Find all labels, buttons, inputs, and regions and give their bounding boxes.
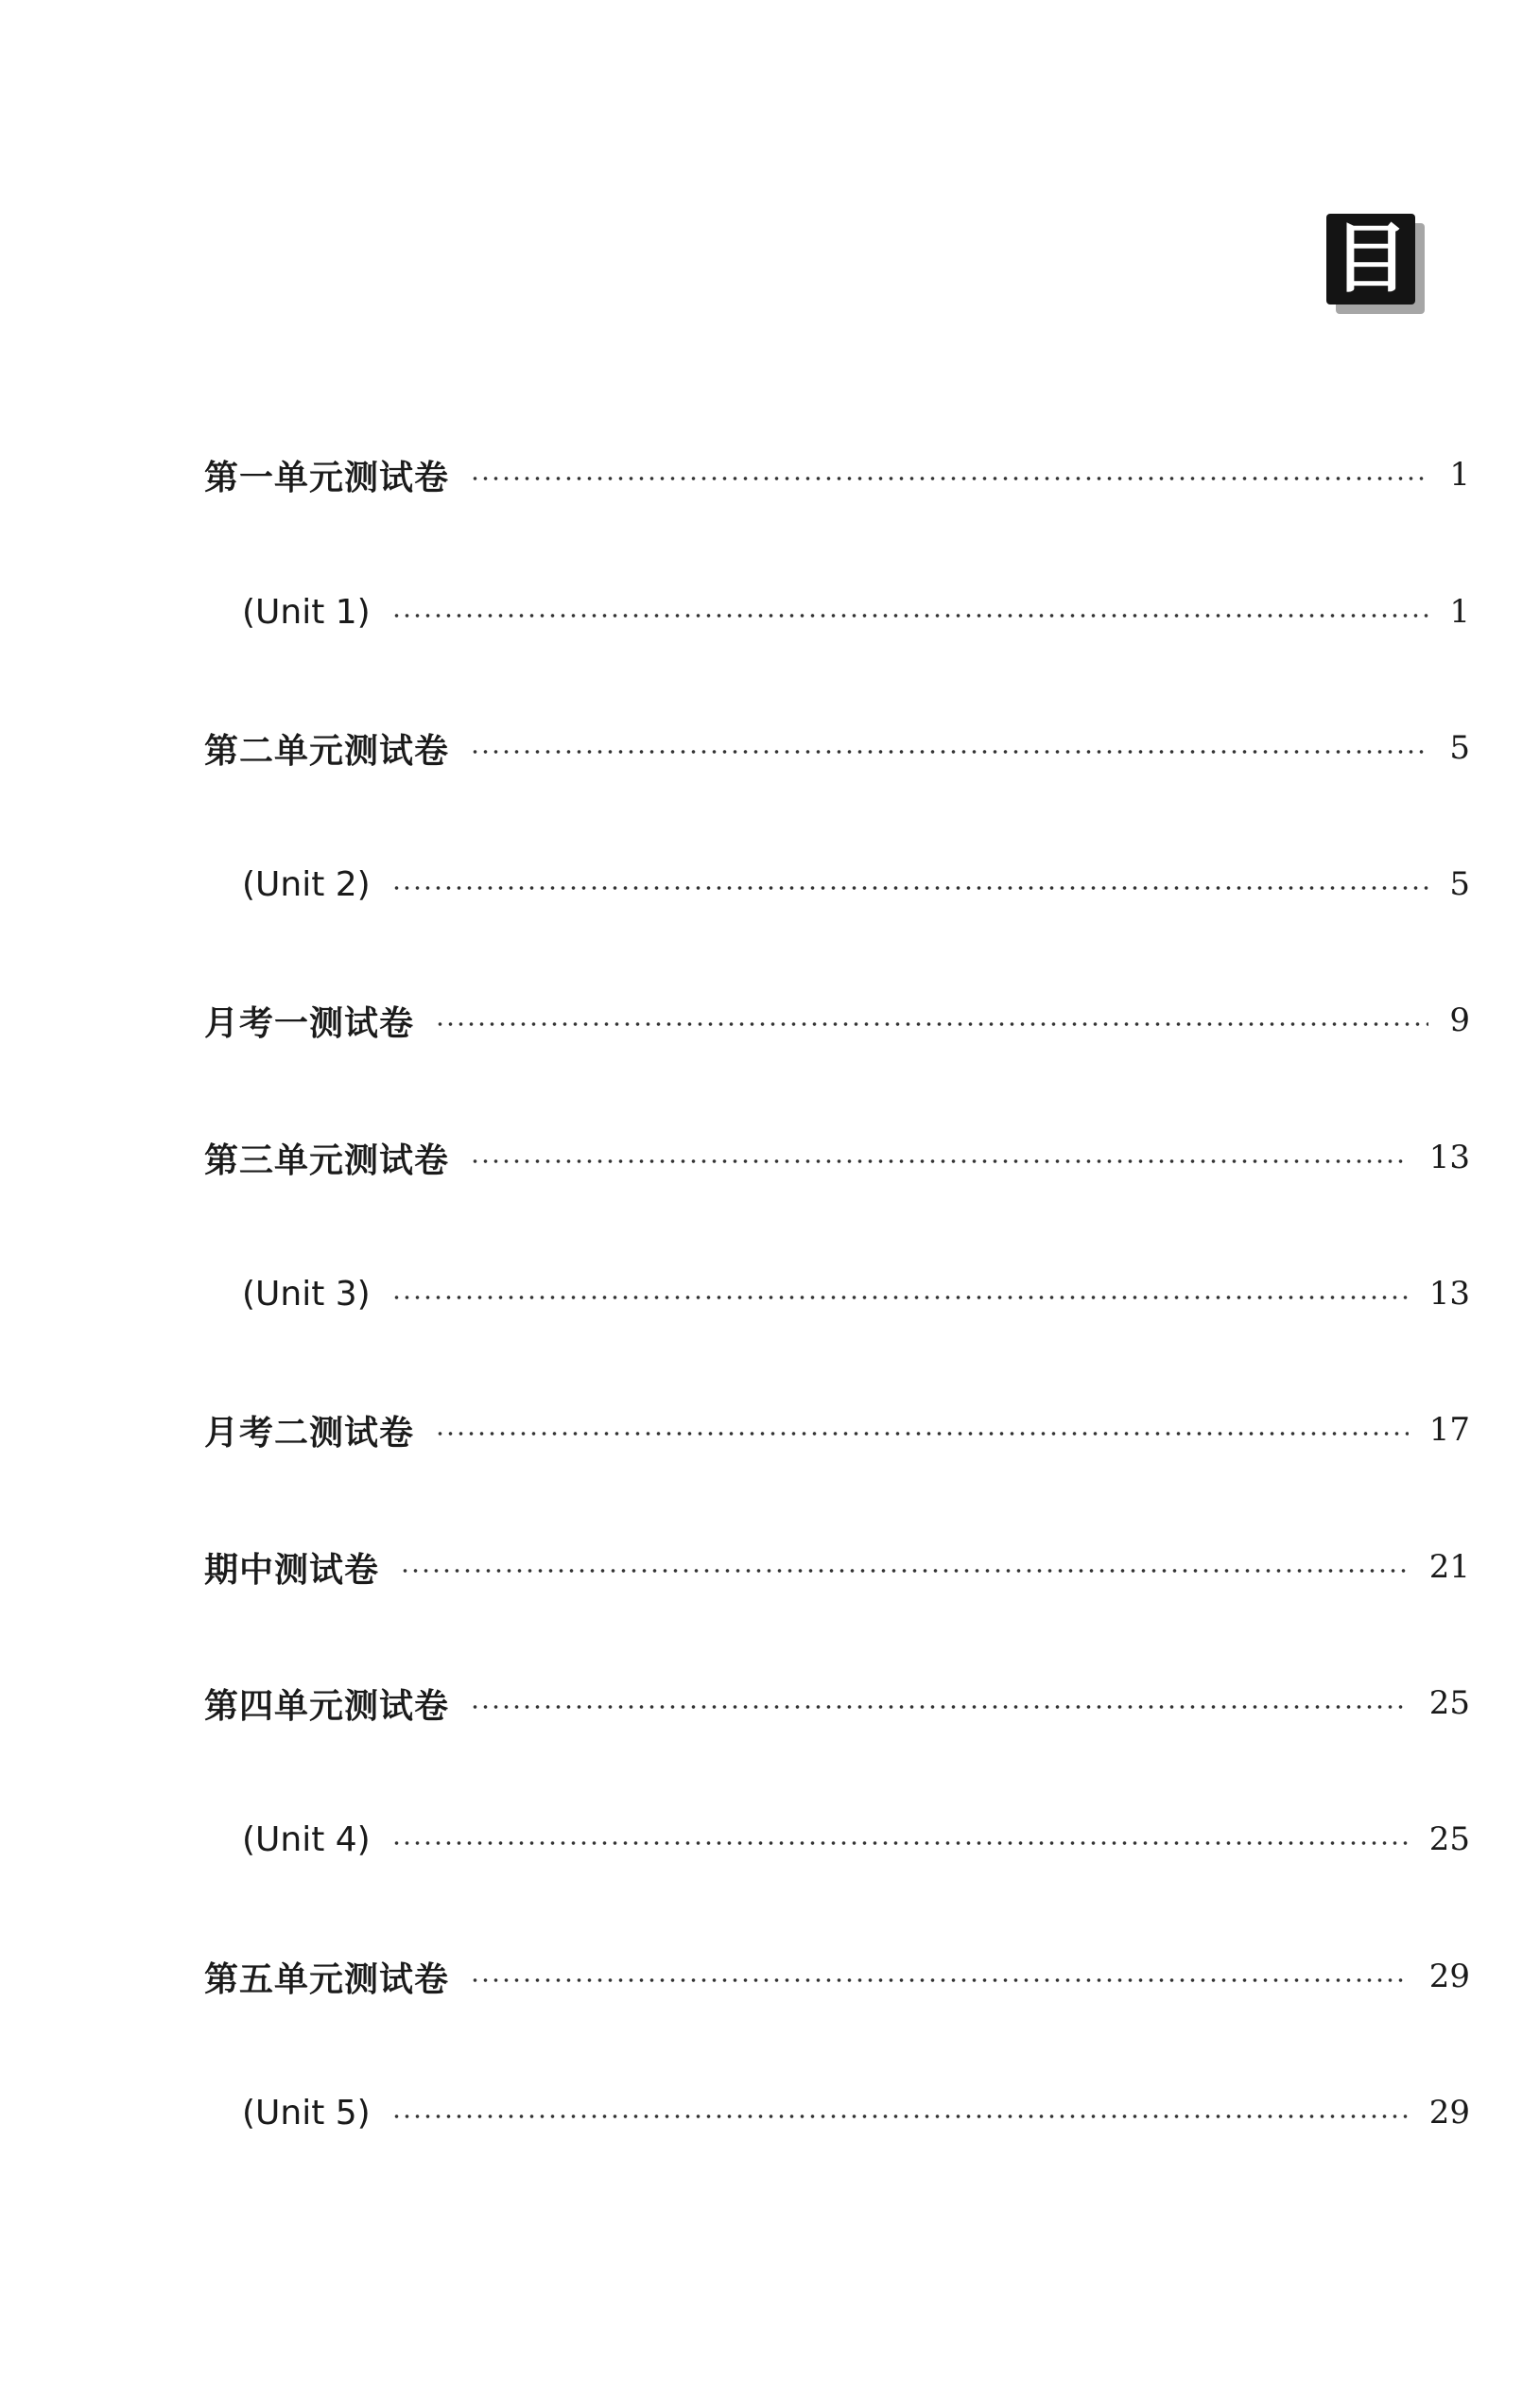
- toc-leader-dots: [470, 1978, 1409, 1982]
- toc-entry[interactable]: [204, 720, 1470, 776]
- toc-entry-page: 5: [1449, 865, 1470, 903]
- toc-leader-dots: [391, 1296, 1409, 1299]
- toc-entry[interactable]: [242, 1811, 1470, 1868]
- toc-entry-title: 第二单元测试卷: [204, 730, 450, 771]
- toc-leader-dots: [391, 614, 1429, 618]
- toc-leader-dots: [470, 1705, 1409, 1709]
- toc-entry-title: 第一单元测试卷: [204, 457, 450, 497]
- toc-entry-title: (Unit 5): [242, 2093, 371, 2132]
- toc-entry-title: 第四单元测试卷: [204, 1685, 450, 1726]
- toc-entry[interactable]: [242, 583, 1470, 640]
- toc-entry-title: 月考一测试卷: [204, 1002, 415, 1043]
- toc-entry[interactable]: [242, 2084, 1470, 2141]
- toc-entry-page: 25: [1428, 1684, 1470, 1722]
- toc-entry[interactable]: [204, 1129, 1470, 1186]
- toc-entry-title: 月考二测试卷: [204, 1412, 415, 1453]
- contents-heading-glyph: 目: [1326, 214, 1415, 305]
- toc-entry-page: 5: [1449, 729, 1470, 767]
- toc-entry-title: (Unit 2): [242, 864, 371, 904]
- toc-entry-title: (Unit 4): [242, 1819, 371, 1859]
- toc-entry-page: 25: [1428, 1820, 1470, 1858]
- toc-entry-page: 9: [1449, 1001, 1470, 1039]
- toc-leader-dots: [435, 1022, 1428, 1026]
- toc-entry[interactable]: [204, 1401, 1470, 1458]
- toc-entry[interactable]: [204, 1948, 1470, 2005]
- toc-entry-page: 17: [1428, 1411, 1470, 1449]
- toc-leader-dots: [470, 1159, 1409, 1163]
- toc-entry-page: 29: [1428, 2094, 1470, 2132]
- toc-leader-dots: [391, 1841, 1409, 1845]
- toc-entry[interactable]: [242, 1265, 1470, 1322]
- toc-entry-page: 21: [1428, 1548, 1470, 1586]
- toc-entry[interactable]: [204, 992, 1470, 1049]
- toc-entry-title: (Unit 3): [242, 1274, 371, 1314]
- toc-entry-page: 13: [1428, 1275, 1470, 1313]
- toc-entry-page: 13: [1428, 1139, 1470, 1176]
- toc-entry-title: 期中测试卷: [204, 1549, 380, 1590]
- toc-leader-dots: [400, 1569, 1409, 1573]
- toc-entry-page: 29: [1428, 1958, 1470, 1995]
- toc-leader-dots: [435, 1432, 1409, 1436]
- toc-leader-dots: [391, 2115, 1409, 2118]
- toc-entry[interactable]: [242, 856, 1470, 913]
- toc-entry-page: 1: [1449, 456, 1470, 494]
- toc-entry[interactable]: [204, 446, 1470, 503]
- toc-entry-title: 第三单元测试卷: [204, 1140, 450, 1180]
- toc-entry[interactable]: [204, 1675, 1470, 1732]
- toc-leader-dots: [391, 886, 1429, 890]
- toc-leader-dots: [470, 477, 1428, 480]
- toc-entry-page: 1: [1449, 593, 1470, 631]
- toc-entry-title: (Unit 1): [242, 592, 371, 632]
- toc-entry[interactable]: [204, 1539, 1470, 1595]
- toc-leader-dots: [470, 750, 1428, 754]
- toc-entry-title: 第五单元测试卷: [204, 1958, 450, 1999]
